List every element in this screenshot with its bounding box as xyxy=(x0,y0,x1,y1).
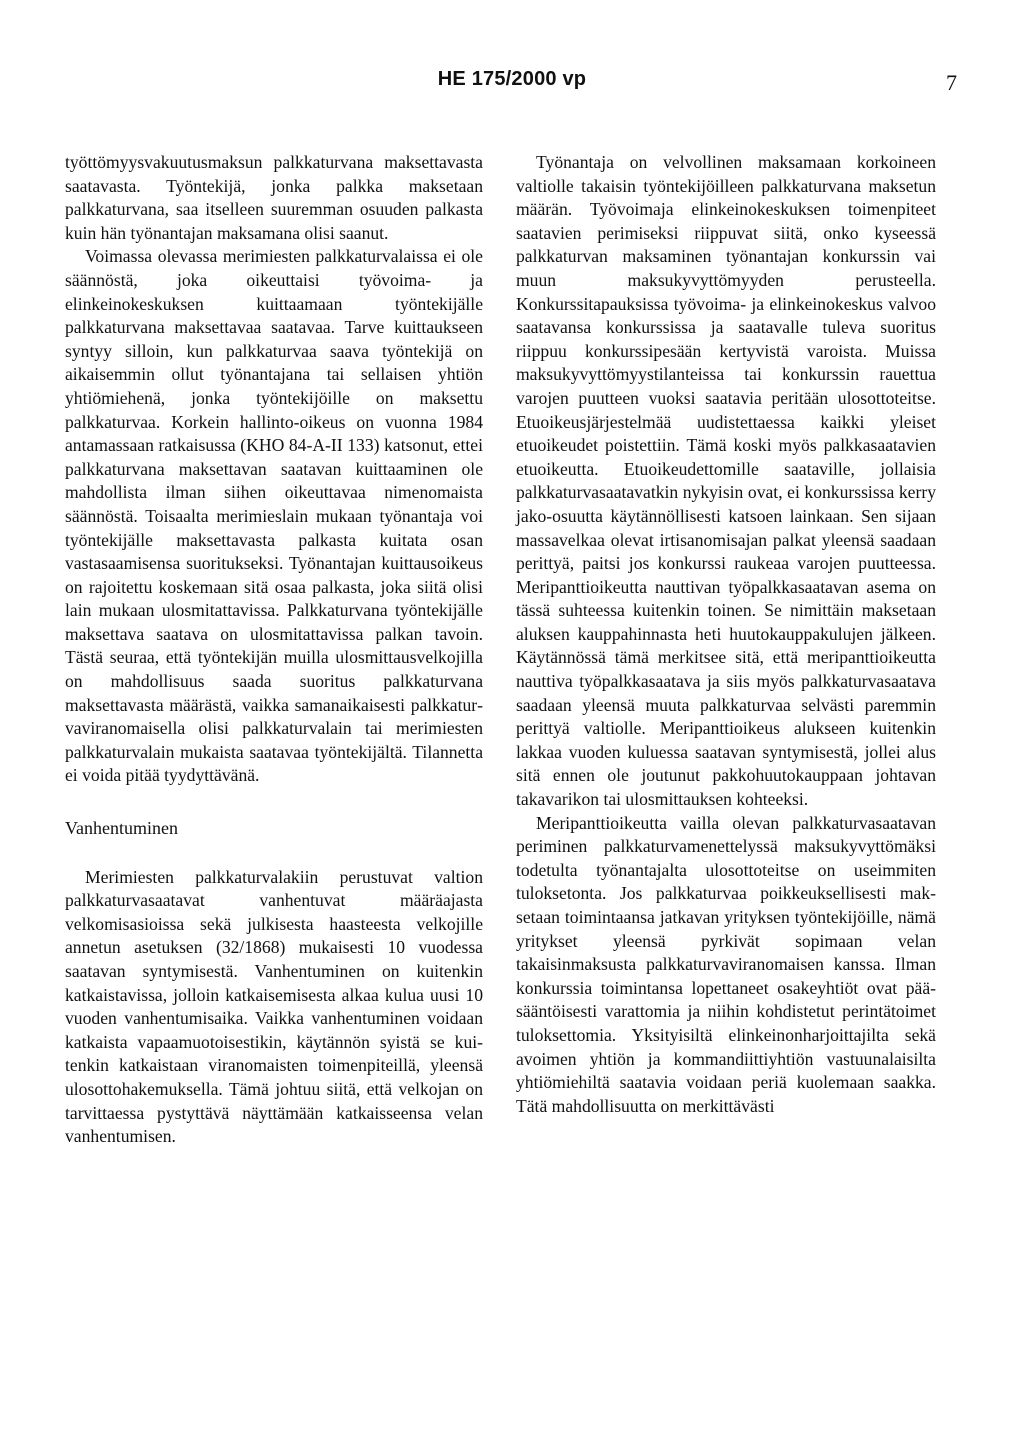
paragraph: työttömyysvakuutusmaksun palkkaturvana maksettavasta saatavasta. Työntekijä, jonka palkka maksetaan palkkaturvana, saa itselleen suuremman osuuden palkasta kuin hän työnantajan maksamana olisi saanut. xyxy=(65,152,483,243)
paragraph: Meripanttioikeutta vailla olevan palkkaturvasaatavan periminen palkkaturvamenettelyssä maksukyvyttömäksi todetulta työnantajalta ulosottoteitse on useimmiten tuloksetonta. Jos palkkaturvaa poikkeuksellisesti maksetaan toimintaansa jatkavan yrityksen työntekijöille, nämä yritykset yleensä pyrkivät sopimaan velan takaisinmaksusta palkkaturvaviranomaisen kanssa. Ilman konkurssia toimintansa lopettaneet osakeyhtiöt ovat pääsääntöisesti varattomia ja niihin kohdistetut perintätoimet tuloksettomia. Yksityisiltä elinkeinonharjoittajilta sekä avoimen yhtiön ja kommandiittiyhtiön vastuunalaisilta yhtiömiehiltä saatavia voidaan periä kuolemaan saakka. Tätä mahdollisuutta on merkittävästi xyxy=(516,812,936,1116)
section-heading: Vanhentuminen xyxy=(65,818,178,839)
document-header-title: HE 175/2000 vp xyxy=(437,68,587,90)
paragraph: Merimiesten palkkaturvalakiin perustuvat valtion palkkaturvasaatavat vanhentuvat määräajasta velkomisasioissa sekä julkisesta haasteesta velkojille annetun asetuksen (32/1868) mukaisesti 10 vuodessa saatavan syntymisestä. Vanhentuminen on kuitenkin katkaistavissa, jolloin katkaisemisesta alkaa kulua uusi 10 vuoden vanhentumisaika. Vaikka vanhentuminen voidaan katkaista vapaamuotoisestikin, käytännön syistä se kuitenkin katkaistaan viranomaisten toimenpiteillä, yleensä ulosottohakemuksella. Tämä johtuu siitä, että velkojan on tarvittaessa pystyttävä näyttämään katkaisseensa velan vanhentumisen. xyxy=(65,866,483,1147)
right-column xyxy=(516,151,936,1118)
paragraph: Työnantaja on velvollinen maksamaan korkoineen valtiolle takaisin työntekijöilleen palkkaturvana maksetun määrän. Työvoimaja elinkeinokeskuksen toimenpiteet saatavien perimiseksi riippuvat siitä, onko kyseessä palkkaturvan maksaminen työnantajan konkurssin vai muun maksukyvyttömyyden perusteella. Konkurssitapauksissa työvoima- ja elinkeinokeskus valvoo saatavansa konkurssissa ja saatavalle tuleva suoritus riippuu konkurssipesään kertyvistä varoista. Muissa maksukyvyttömyystilanteissa tai konkurssin rauettua varojen puutteen vuoksi saatavia peritään ulosottoteitse. Etuoikeusjärjestelmää uudistettaessa kaikki yleiset etuoikeudet poistettiin. Tämä koski myös palkkasaatavien etuoikeutta. Etuoikeudettomille saataville, jollaisia palkkaturvasaatavatkin nykyisin ovat, ei konkurssissa kerry jako-osuutta käytännöllisesti katsoen lainkaan. Sen sijaan massavelkaa olevat irtisanomisajan palkat yleensä saadaan perittyä, paitsi jos konkurssi raukeaa varojen puutteessa. Meripanttioikeutta nauttivan työpalkkasaatavan asema on tässä suhteessa kuitenkin toinen. Se nimittäin maksetaan aluksen kauppahinnasta heti huutokauppakulujen jälkeen. Käytännössä tämä merkitsee sitä, että meripanttioikeutta nauttiva työpalkkasaatava ja siis myös palkkaturvasaatava saadaan yleensä muuta palkkaturvaa selvästi paremmin perittyä valtiolle. Meripanttioikeus alukseen kuitenkin lakkaa vuoden kuluessa saatavan syntymisestä, jollei alus sitä ennen ole joutunut pakkohuutokauppaan johtavan takavarikon tai ulosmittauksen kohteeksi. xyxy=(516,152,936,810)
page-number: 7 xyxy=(946,70,957,95)
left-column xyxy=(65,151,483,1149)
paragraph: Voimassa olevassa merimiesten palkkaturvalaissa ei ole säännöstä, joka oikeuttaisi työvoima- ja elinkeinokeskuksen kuittaamaan työntekijälle palkkaturvana maksettavaa saatavaa. Tarve kuittaukseen syntyy silloin, kun palkkaturvaa saava työntekijä on aikaisemmin ollut työnantajana tai sellaisen yhtiön yhtiömiehenä, jonka työntekijöille on maksettu palkkaturvaa. Korkein hallinto-oikeus on vuonna 1984 antamassaan ratkaisussa (KHO 84-A-II 133) katsonut, ettei palkkaturvana maksettavan saatavan kuittaaminen ole mahdollista ilman siihen oikeuttavaa nimenomaista säännöstä. Toisaalta merimieslain mukaan työnantaja voi työntekijälle maksettavasta palkasta kuitata osan vastasaamisensa suoritukseksi. Työnantajan kuittausoikeus on rajoitettu koskemaan sitä osaa palkasta, joka siitä olisi lain mukaan ulosmitattavissa. Palkkaturvana työntekijälle maksettava saatava on ulosmitattavissa palkan tavoin. Tästä seuraa, että työntekijän muilla ulosmittausvelkojilla on mahdollisuus saada suoritus palkkaturvana maksettavasta määrästä, vaikka samanaikaisesti palkkaturvaviranomaisella olisi palkkaturvalain tai merimiesten palkkaturvalain mukaista saatavaa työntekijältä. Tilannetta ei voida pitää tyydyttävänä. xyxy=(65,246,483,786)
